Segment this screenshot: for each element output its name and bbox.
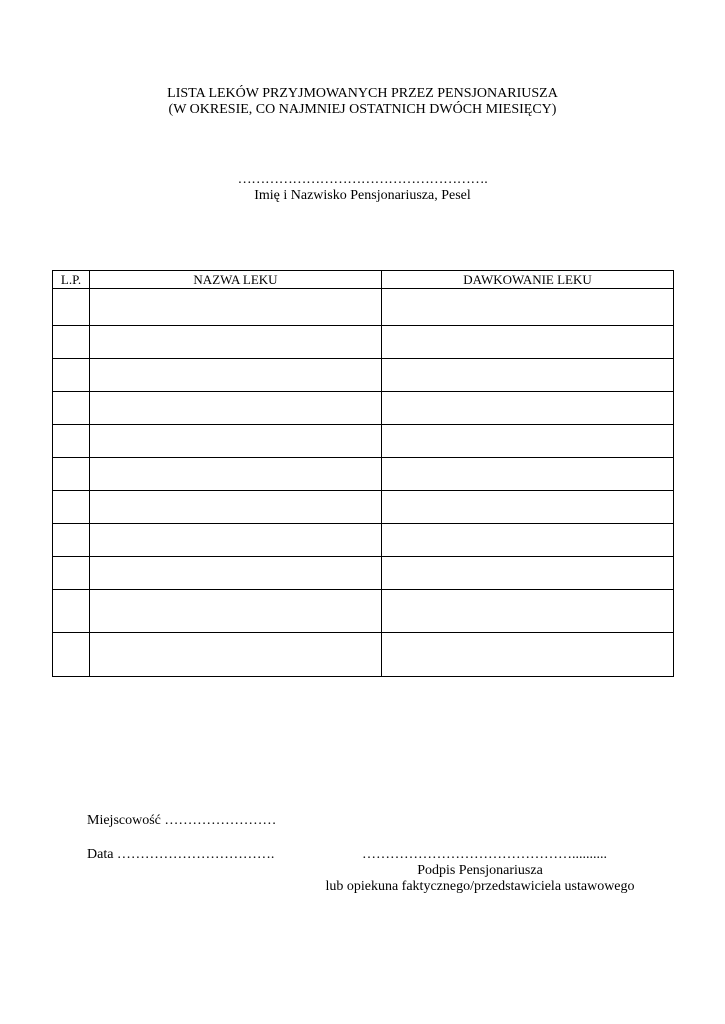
table-row <box>53 458 674 491</box>
table-row <box>53 557 674 590</box>
drug-name-cell[interactable] <box>90 359 382 392</box>
row-number-cell[interactable] <box>53 590 90 633</box>
row-number-cell[interactable] <box>53 524 90 557</box>
table-row <box>53 289 674 326</box>
row-number-cell[interactable] <box>53 359 90 392</box>
drug-name-cell[interactable] <box>90 326 382 359</box>
drug-name-cell[interactable] <box>90 425 382 458</box>
medication-table <box>52 270 674 677</box>
dosage-cell[interactable] <box>382 289 674 326</box>
dosage-cell[interactable] <box>382 557 674 590</box>
drug-name-cell[interactable] <box>90 524 382 557</box>
table-row <box>53 491 674 524</box>
dosage-cell[interactable] <box>382 359 674 392</box>
document-title-line-1: LISTA LEKÓW PRZYJMOWANYCH PRZEZ PENSJONARIUSZA <box>167 86 558 101</box>
row-number-cell[interactable] <box>53 326 90 359</box>
column-header-lp: L.P. <box>53 271 90 289</box>
dosage-cell[interactable] <box>382 633 674 677</box>
document-title-line-2: (W OKRESIE, CO NAJMNIEJ OSTATNICH DWÓCH MIESIĘCY) <box>168 102 557 117</box>
table-row <box>53 524 674 557</box>
drug-name-cell[interactable] <box>90 458 382 491</box>
column-header-dosage: DAWKOWANIE LEKU <box>382 271 674 289</box>
row-number-cell[interactable] <box>53 491 90 524</box>
dosage-cell[interactable] <box>382 392 674 425</box>
row-number-cell[interactable] <box>53 289 90 326</box>
table-row <box>53 590 674 633</box>
resident-name-field[interactable]: ………………………………………………. <box>237 172 488 187</box>
dosage-cell[interactable] <box>382 491 674 524</box>
table-row <box>53 633 674 677</box>
drug-name-cell[interactable] <box>90 392 382 425</box>
dosage-cell[interactable] <box>382 425 674 458</box>
signature-caption-line-2: lub opiekuna faktycznego/przedstawiciela ustawowego <box>325 879 635 894</box>
row-number-cell[interactable] <box>53 633 90 677</box>
column-header-drug-name: NAZWA LEKU <box>90 271 382 289</box>
row-number-cell[interactable] <box>53 392 90 425</box>
signature-field[interactable]: ……………………………………….......... <box>362 847 607 862</box>
date-field[interactable]: Data ……………………………. <box>87 847 275 862</box>
table-row <box>53 425 674 458</box>
table-row <box>53 359 674 392</box>
table-row <box>53 326 674 359</box>
drug-name-cell[interactable] <box>90 633 382 677</box>
row-number-cell[interactable] <box>53 557 90 590</box>
dosage-cell[interactable] <box>382 326 674 359</box>
signature-caption-line-1: Podpis Pensjonariusza <box>417 863 543 878</box>
place-field[interactable]: Miejscowość …………………… <box>87 813 277 828</box>
row-number-cell[interactable] <box>53 425 90 458</box>
dosage-cell[interactable] <box>382 524 674 557</box>
table-row <box>53 392 674 425</box>
table-header-row <box>53 271 674 289</box>
row-number-cell[interactable] <box>53 458 90 491</box>
drug-name-cell[interactable] <box>90 289 382 326</box>
drug-name-cell[interactable] <box>90 590 382 633</box>
drug-name-cell[interactable] <box>90 491 382 524</box>
dosage-cell[interactable] <box>382 458 674 491</box>
resident-name-caption: Imię i Nazwisko Pensjonariusza, Pesel <box>254 188 471 203</box>
drug-name-cell[interactable] <box>90 557 382 590</box>
dosage-cell[interactable] <box>382 590 674 633</box>
